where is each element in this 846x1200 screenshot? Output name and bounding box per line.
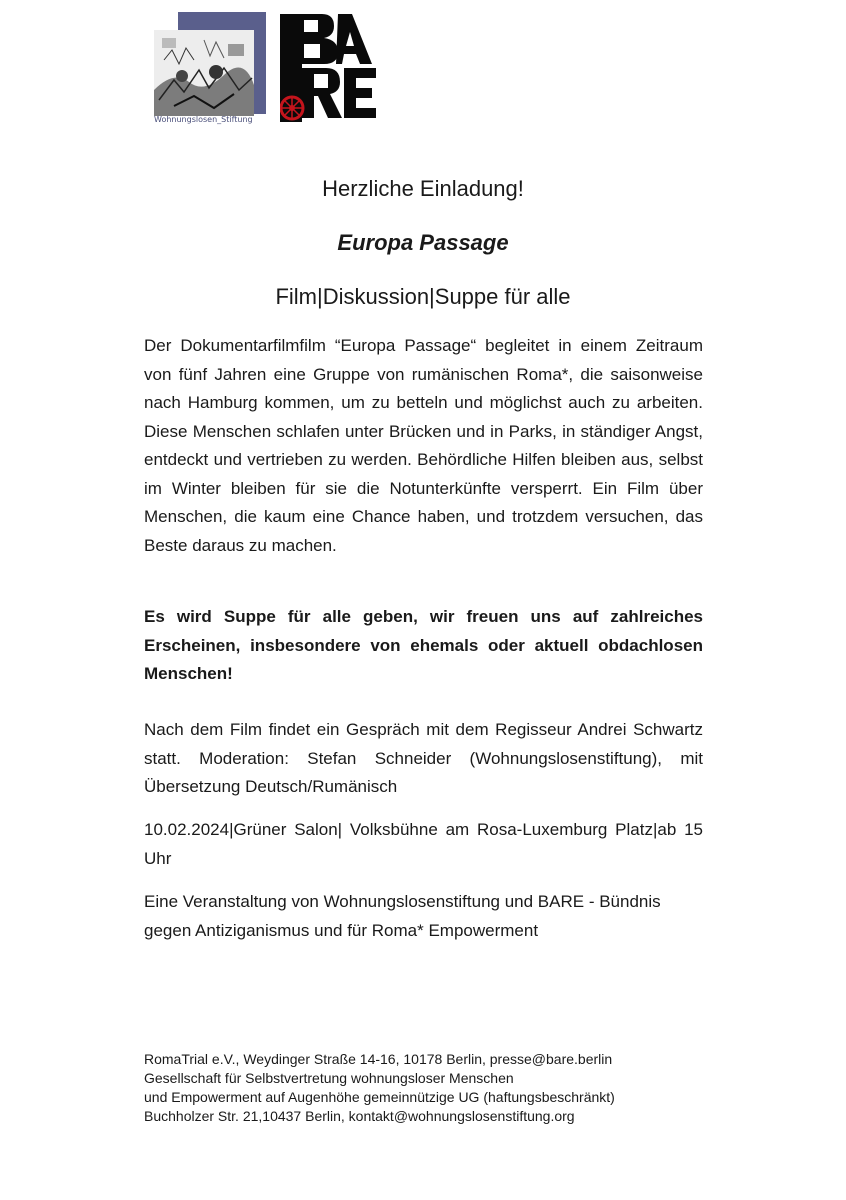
bare-letters-graphic <box>280 12 380 124</box>
sketch-illustration <box>154 30 254 116</box>
organizers: Eine Veranstaltung von Wohnungslosenstiftung und BARE - Bündnis gegen Antiziganismus und für Roma* Empowerment <box>144 892 661 940</box>
footer <box>144 1050 744 1126</box>
film-description: Der Dokumentarfilmfilm “Europa Passage“ begleitet in einem Zeitraum von fünf Jahren eine Gruppe von rumänischen Roma*, die saisonweise nach Hamburg kommen, um zu betteln und möglichst auch zu arbeiten. Diese Menschen schlafen unter Brücken und in Parks, in ständiger Angst, entdeckt und vertrieben zu werden. Behördliche Hilfen bleiben aus, selbst im Winter bleiben für sie die Notunterkünfte versperrt. Ein Film über Menschen, die kaum eine Chance haben, und trotzdem versuchen, das Beste daraus zu machen. <box>144 336 703 555</box>
invitation-heading: Herzliche Einladung! <box>322 176 524 201</box>
footer-line-3: und Empowerment auf Augenhöhe gemeinnützige UG (haftungsbeschränkt) <box>144 1089 615 1105</box>
footer-line-2: Gesellschaft für Selbstvertretung wohnungsloser Menschen <box>144 1070 514 1086</box>
event-subtitle: Film|Diskussion|Suppe für alle <box>275 284 571 309</box>
discussion-info: Nach dem Film findet ein Gespräch mit dem Regisseur Andrei Schwartz statt. Moderation: Stefan Schneider (Wohnungslosenstiftung), mit Übersetzung Deutsch/Rumänisch <box>144 720 703 796</box>
footer-line-1: RomaTrial e.V., Weydinger Straße 14-16, 10178 Berlin, presse@bare.berlin <box>144 1051 613 1067</box>
soup-announcement: Es wird Suppe für alle geben, wir freuen uns auf zahlreiches Erscheinen, insbesondere von ehemals oder aktuell obdachlosen Menschen! <box>144 607 703 683</box>
footer-line-4: Buchholzer Str. 21,10437 Berlin, kontakt@wohnungslosenstiftung.org <box>144 1108 575 1124</box>
event-title: Europa Passage <box>337 230 509 255</box>
wohnungslosenstiftung-logo <box>152 12 267 124</box>
event-details: 10.02.2024|Grüner Salon| Volksbühne am Rosa-Luxemburg Platz|ab 15 Uhr <box>144 820 703 868</box>
logo-photo <box>154 30 254 116</box>
bare-logo <box>280 12 380 124</box>
logo-caption: Wohnungslosen_Stiftung <box>154 115 253 124</box>
